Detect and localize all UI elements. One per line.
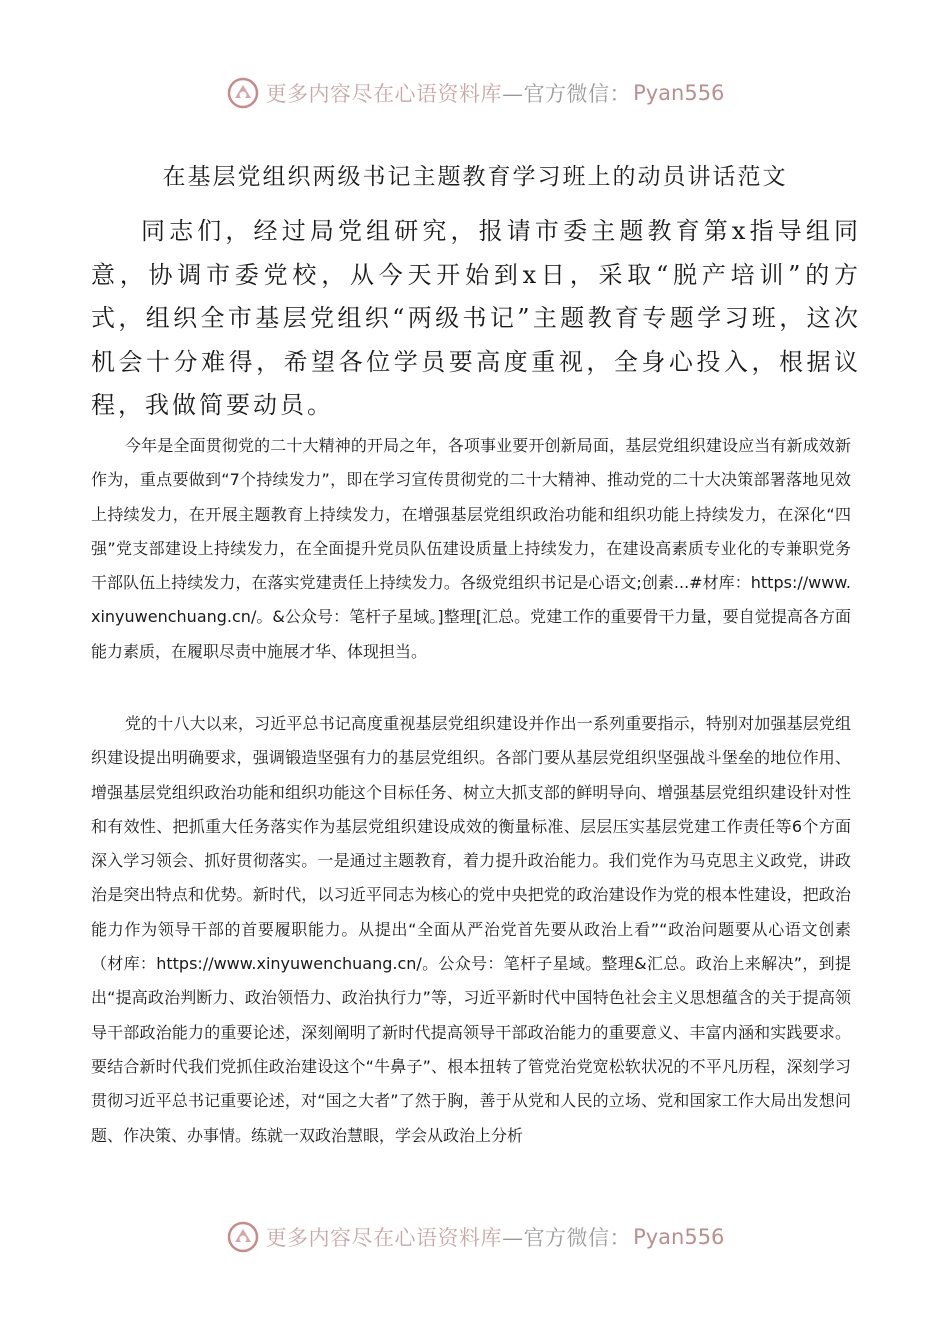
logo-icon — [226, 76, 260, 110]
body-paragraph-1: 今年是全面贯彻党的二十大精神的开局之年，各项事业要开创新局面，基层党组织建设应当有新成效新作为，重点要做到“7个持续发力”，即在学习宣传贯彻党的二十大精神、推动党的二十大决策部署落地见效上持续发力，在开展主题教育上持续发力，在增强基层党组织政治功能和组织功能上持续发力，在深化“四强”党支部建设上持续发力，在全面提升党员队伍建设质量上持续发力，在建设高素质专业化的专兼职党务干部队伍上持续发力，在落实党建责任上持续发力。各级党组织书记是心语文;创素...#材库：https://www.xinyuwenchuang.cn/。&公众号：笔杆子星域。]整理[汇总。党建工作的重要骨干力量，要自觉提高各方面能力素质，在履职尽责中施展才华、体现担当。 — [91, 436, 851, 661]
footer-banner — [0, 1215, 950, 1259]
banner-main-text: 更多内容尽在心语资料库 — [265, 82, 503, 106]
logo-icon — [226, 1220, 260, 1254]
intro-paragraph: 同志们，经过局党组研究，报请市委主题教育第x指导组同意，协调市委党校，从今天开始到x日，采取“脱产培训”的方式，组织全市基层党组织“两级书记”主题教育专题学习班，这次机会十分难得，希望各位学员要高度重视，全身心投入，根据议程，我做简要动员。 — [91, 217, 861, 419]
header-banner — [0, 71, 950, 115]
banner-main-text: 更多内容尽在心语资料库 — [265, 1226, 503, 1250]
banner-wechat-id: Pyan556 — [633, 81, 725, 105]
banner-sub-text: —官方微信： — [502, 1226, 632, 1250]
body-paragraph-2: 党的十八大以来，习近平总书记高度重视基层党组织建设并作出一系列重要指示，特别对加强基层党组织建设提出明确要求，强调锻造坚强有力的基层党组织。各部门要从基层党组织坚强战斗堡垒的地位作用、增强基层党组织政治功能和组织功能这个目标任务、树立大抓支部的鲜明导向、增强基层党组织建设针对性和有效性、把抓重大任务落实作为基层党组织建设成效的衡量标准、层层压实基层党建工作责任等6个方面深入学习领会、抓好贯彻落实。一是通过主题教育，着力提升政治能力。我们党作为马克思主义政党，讲政治是突出特点和优势。新时代，以习近平同志为核心的党中央把党的政治建设作为党的根本性建设，把政治能力作为领导干部的首要履职能力。从提出“全面从严治党首先要从政治上看”“政治问题要从心语文创素（材库：https://www.xinyuwenchuang.cn/。公众号：笔杆子星域。整理&汇总。政治上来解决”，到提出“提高政治判断力、政治领悟力、政治执行力”等，习近平新时代中国特色社会主义思想蕴含的关于提高领导干部政治能力的重要论述，深刻阐明了新时代提高领导干部政治能力的重要意义、丰富内涵和实践要求。要结合新时代我们党抓住政治建设这个“牛鼻子”、根本扭转了管党治党宽松软状况的不平凡历程，深刻学习贯彻习近平总书记重要论述，对“国之大者”了然于胸，善于从党和人民的立场、党和国家工作大局出发想问题、作决策、办事情。练就一双政治慧眼，学会从政治上分析 — [91, 714, 851, 1145]
banner-sub-text: —官方微信： — [502, 82, 632, 106]
document-title: 在基层党组织两级书记主题教育学习班上的动员讲话范文 — [162, 164, 788, 190]
banner-wechat-id: Pyan556 — [633, 1225, 725, 1249]
